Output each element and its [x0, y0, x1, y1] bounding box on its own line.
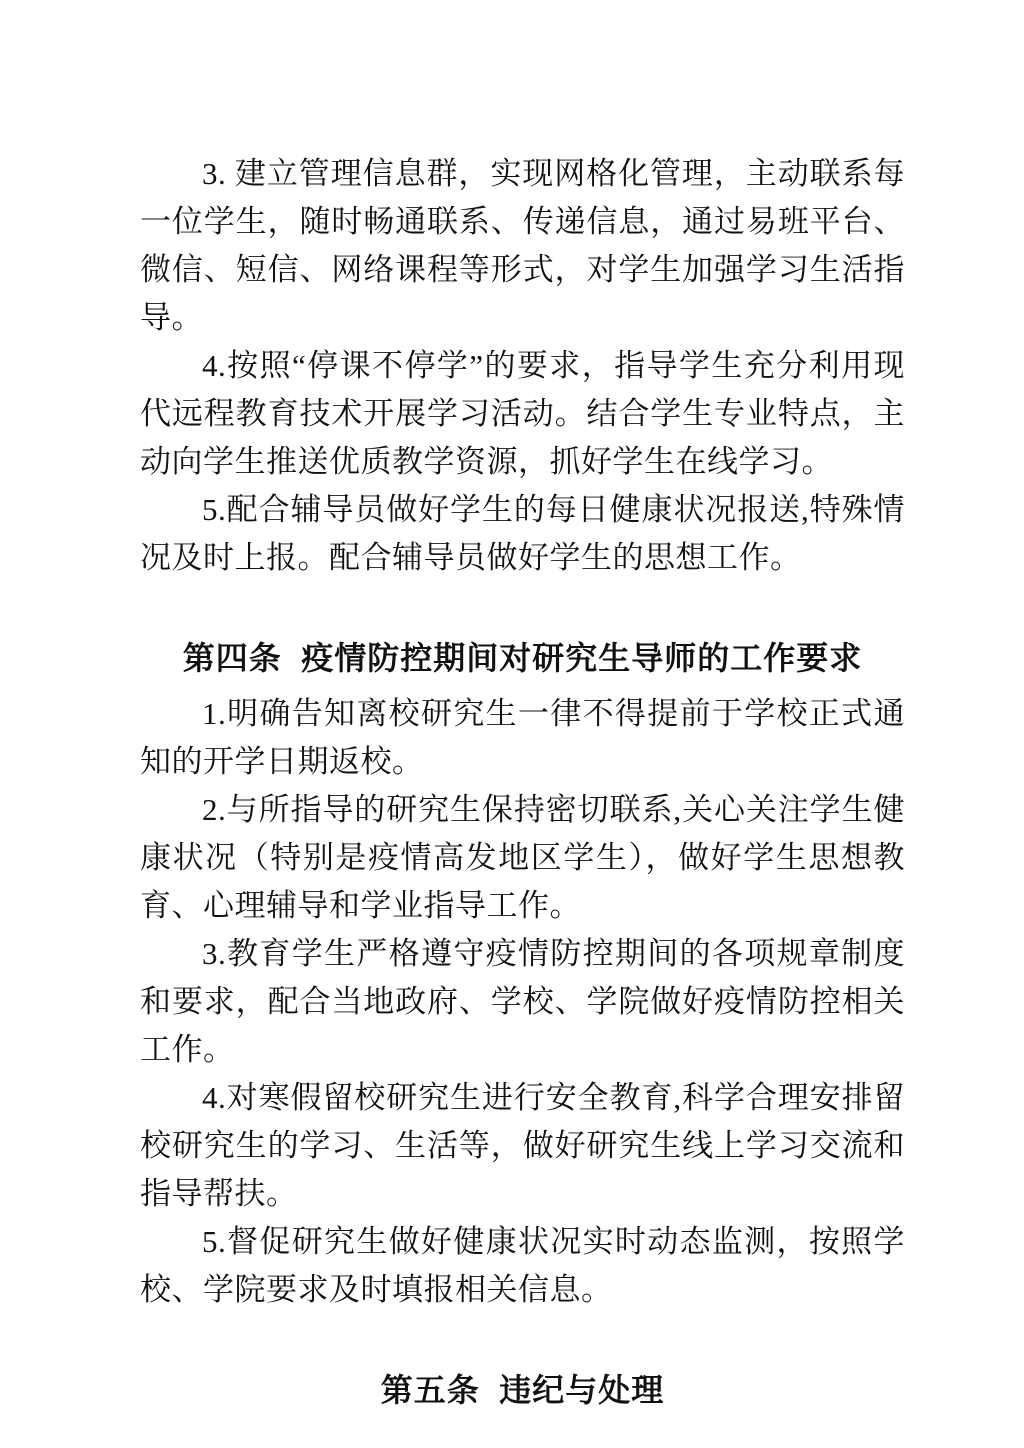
- paragraph-duty-5-health-report: 5.配合辅导员做好学生的每日健康状况报送,特殊情况及时上报。配合辅导员做好学生的思想工作。: [140, 492, 905, 575]
- paragraph-advisor-4-campus-students: 4.对寒假留校研究生进行安全教育,科学合理安排留校研究生的学习、生活等，做好研究生线上学习交流和指导帮扶。: [140, 1080, 905, 1211]
- paragraph-advisor-1-no-early-return: 1.明确告知离校研究生一律不得提前于学校正式通知的开学日期返校。: [140, 696, 905, 779]
- section-heading-article-five: 第五条 违纪与处理: [380, 1372, 665, 1408]
- paragraph-duty-4-online-teaching: 4.按照“停课不停学”的要求，指导学生充分利用现代远程教育技术开展学习活动。结合学生专业特点，主动向学生推送优质教学资源，抓好学生在线学习。: [140, 348, 905, 479]
- paragraph-duty-3-info-group: 3. 建立管理信息群，实现网格化管理，主动联系每一位学生，随时畅通联系、传递信息，通过易班平台、微信、短信、网络课程等形式，对学生加强学习生活指导。: [140, 156, 905, 335]
- paragraph-advisor-3-follow-rules: 3.教育学生严格遵守疫情防控期间的各项规章制度和要求，配合当地政府、学校、学院做好疫情防控相关工作。: [140, 936, 905, 1067]
- section-heading-article-four: 第四条 疫情防控期间对研究生导师的工作要求: [182, 640, 863, 676]
- paragraph-advisor-2-keep-contact: 2.与所指导的研究生保持密切联系,关心关注学生健康状况（特别是疫情高发地区学生），做好学生思想教育、心理辅导和学业指导工作。: [140, 792, 905, 923]
- paragraph-advisor-5-health-monitor: 5.督促研究生做好健康状况实时动态监测，按照学校、学院要求及时填报相关信息。: [140, 1224, 905, 1307]
